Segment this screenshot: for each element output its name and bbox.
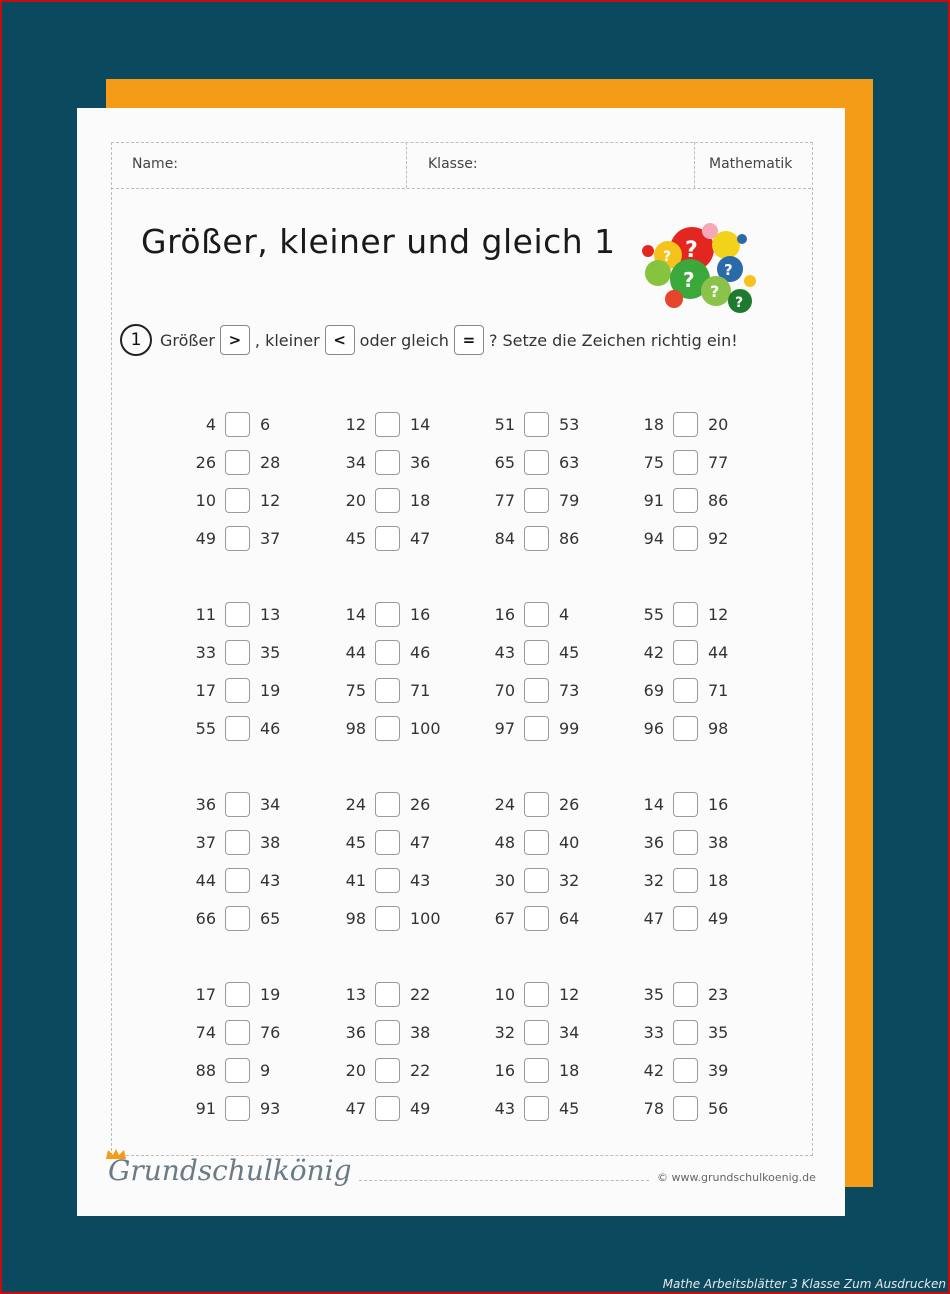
answer-box[interactable] bbox=[524, 1020, 549, 1045]
svg-text:?: ? bbox=[710, 282, 720, 301]
right-number: 92 bbox=[708, 529, 729, 548]
left-number: 33 bbox=[643, 1023, 664, 1042]
answer-box[interactable] bbox=[673, 792, 698, 817]
svg-text:?: ? bbox=[685, 238, 698, 263]
left-number: 11 bbox=[195, 605, 216, 624]
right-number: 43 bbox=[410, 871, 431, 890]
answer-box[interactable] bbox=[375, 982, 400, 1007]
right-number: 99 bbox=[559, 719, 580, 738]
answer-box[interactable] bbox=[673, 526, 698, 551]
right-number: 77 bbox=[708, 453, 729, 472]
right-number: 49 bbox=[410, 1099, 431, 1118]
left-number: 75 bbox=[345, 681, 366, 700]
left-number: 48 bbox=[494, 833, 515, 852]
left-number: 43 bbox=[494, 643, 515, 662]
left-number: 24 bbox=[494, 795, 515, 814]
answer-box[interactable] bbox=[524, 982, 549, 1007]
left-number: 12 bbox=[345, 415, 366, 434]
answer-box[interactable] bbox=[225, 982, 250, 1007]
right-number: 93 bbox=[260, 1099, 281, 1118]
answer-box[interactable] bbox=[673, 982, 698, 1007]
answer-box[interactable] bbox=[673, 1058, 698, 1083]
answer-box[interactable] bbox=[524, 868, 549, 893]
answer-box[interactable] bbox=[225, 1058, 250, 1083]
answer-box[interactable] bbox=[225, 906, 250, 931]
right-number: 18 bbox=[559, 1061, 580, 1080]
answer-box[interactable] bbox=[375, 526, 400, 551]
right-number: 26 bbox=[410, 795, 431, 814]
answer-box[interactable] bbox=[225, 1096, 250, 1121]
left-number: 44 bbox=[195, 871, 216, 890]
exercise-instruction bbox=[120, 322, 810, 358]
answer-box[interactable] bbox=[225, 1020, 250, 1045]
right-number: 34 bbox=[260, 795, 281, 814]
answer-box[interactable] bbox=[375, 450, 400, 475]
left-number: 78 bbox=[643, 1099, 664, 1118]
answer-box[interactable] bbox=[225, 868, 250, 893]
left-number: 10 bbox=[494, 985, 515, 1004]
right-number: 12 bbox=[559, 985, 580, 1004]
right-number: 47 bbox=[410, 529, 431, 548]
answer-box[interactable] bbox=[524, 678, 549, 703]
brand-logo: Grundschulkönig bbox=[108, 1154, 352, 1187]
right-number: 16 bbox=[410, 605, 431, 624]
image-caption: Mathe Arbeitsblätter 3 Klasse Zum Ausdrucken bbox=[662, 1277, 946, 1291]
left-number: 17 bbox=[195, 985, 216, 1004]
class-field[interactable] bbox=[407, 142, 695, 188]
left-number: 42 bbox=[643, 1061, 664, 1080]
answer-box[interactable] bbox=[524, 488, 549, 513]
answer-box[interactable] bbox=[673, 830, 698, 855]
right-number: 71 bbox=[410, 681, 431, 700]
answer-box[interactable] bbox=[375, 602, 400, 627]
left-number: 32 bbox=[643, 871, 664, 890]
answer-box[interactable] bbox=[225, 640, 250, 665]
left-number: 4 bbox=[205, 415, 216, 434]
right-number: 76 bbox=[260, 1023, 281, 1042]
answer-box[interactable] bbox=[673, 906, 698, 931]
right-number: 6 bbox=[260, 415, 271, 434]
answer-box[interactable] bbox=[673, 1096, 698, 1121]
equal-symbol-box: = bbox=[454, 325, 484, 355]
right-number: 46 bbox=[260, 719, 281, 738]
right-number: 37 bbox=[260, 529, 281, 548]
answer-box[interactable] bbox=[225, 450, 250, 475]
right-number: 19 bbox=[260, 681, 281, 700]
answer-box[interactable] bbox=[375, 640, 400, 665]
answer-box[interactable] bbox=[375, 412, 400, 437]
left-number: 47 bbox=[345, 1099, 366, 1118]
word-equal: oder gleich bbox=[359, 330, 449, 350]
left-number: 94 bbox=[643, 529, 664, 548]
right-number: 86 bbox=[708, 491, 729, 510]
right-number: 100 bbox=[410, 909, 441, 928]
right-number: 45 bbox=[559, 643, 580, 662]
right-number: 13 bbox=[260, 605, 281, 624]
left-number: 75 bbox=[643, 453, 664, 472]
answer-box[interactable] bbox=[225, 488, 250, 513]
left-number: 45 bbox=[345, 833, 366, 852]
answer-box[interactable] bbox=[375, 1020, 400, 1045]
left-number: 34 bbox=[345, 453, 366, 472]
left-number: 74 bbox=[195, 1023, 216, 1042]
left-number: 36 bbox=[195, 795, 216, 814]
right-number: 40 bbox=[559, 833, 580, 852]
left-number: 16 bbox=[494, 1061, 515, 1080]
answer-box[interactable] bbox=[524, 412, 549, 437]
answer-box[interactable] bbox=[524, 602, 549, 627]
answer-box[interactable] bbox=[225, 678, 250, 703]
answer-box[interactable] bbox=[375, 868, 400, 893]
answer-box[interactable] bbox=[225, 526, 250, 551]
left-number: 10 bbox=[195, 491, 216, 510]
answer-box[interactable] bbox=[225, 412, 250, 437]
answer-box[interactable] bbox=[673, 678, 698, 703]
instruction-text: ? Setze die Zeichen richtig ein! bbox=[488, 330, 738, 350]
word-greater: Größer bbox=[160, 330, 215, 350]
right-number: 19 bbox=[260, 985, 281, 1004]
subject-field bbox=[695, 142, 811, 188]
left-number: 20 bbox=[345, 491, 366, 510]
right-number: 16 bbox=[708, 795, 729, 814]
right-number: 18 bbox=[708, 871, 729, 890]
svg-text:?: ? bbox=[724, 261, 733, 279]
left-number: 70 bbox=[494, 681, 515, 700]
question-bubbles-icon bbox=[630, 211, 760, 321]
left-number: 26 bbox=[195, 453, 216, 472]
less-symbol-box: < bbox=[325, 325, 355, 355]
header-row bbox=[111, 142, 811, 189]
right-number: 4 bbox=[559, 605, 570, 624]
right-number: 34 bbox=[559, 1023, 580, 1042]
right-number: 9 bbox=[260, 1061, 271, 1080]
right-number: 53 bbox=[559, 415, 580, 434]
left-number: 84 bbox=[494, 529, 515, 548]
svg-text:?: ? bbox=[663, 249, 672, 265]
footer-divider bbox=[359, 1180, 649, 1181]
left-number: 55 bbox=[643, 605, 664, 624]
right-number: 35 bbox=[260, 643, 281, 662]
left-number: 98 bbox=[345, 909, 366, 928]
answer-box[interactable] bbox=[375, 792, 400, 817]
right-number: 26 bbox=[559, 795, 580, 814]
answer-box[interactable] bbox=[225, 792, 250, 817]
name-field[interactable] bbox=[111, 142, 407, 188]
right-number: 49 bbox=[708, 909, 729, 928]
left-number: 47 bbox=[643, 909, 664, 928]
right-number: 46 bbox=[410, 643, 431, 662]
answer-box[interactable] bbox=[225, 602, 250, 627]
answer-box[interactable] bbox=[225, 830, 250, 855]
right-number: 28 bbox=[260, 453, 281, 472]
answer-box[interactable] bbox=[673, 640, 698, 665]
right-number: 65 bbox=[260, 909, 281, 928]
answer-box[interactable] bbox=[673, 488, 698, 513]
right-number: 86 bbox=[559, 529, 580, 548]
right-number: 39 bbox=[708, 1061, 729, 1080]
left-number: 91 bbox=[643, 491, 664, 510]
right-number: 12 bbox=[260, 491, 281, 510]
right-number: 45 bbox=[559, 1099, 580, 1118]
right-number: 32 bbox=[559, 871, 580, 890]
answer-box[interactable] bbox=[524, 792, 549, 817]
left-number: 97 bbox=[494, 719, 515, 738]
left-number: 20 bbox=[345, 1061, 366, 1080]
left-number: 24 bbox=[345, 795, 366, 814]
right-number: 20 bbox=[708, 415, 729, 434]
answer-box[interactable] bbox=[375, 906, 400, 931]
right-number: 35 bbox=[708, 1023, 729, 1042]
right-number: 38 bbox=[708, 833, 729, 852]
answer-box[interactable] bbox=[524, 450, 549, 475]
worksheet-page bbox=[77, 108, 845, 1216]
left-number: 16 bbox=[494, 605, 515, 624]
left-number: 43 bbox=[494, 1099, 515, 1118]
left-number: 17 bbox=[195, 681, 216, 700]
left-number: 77 bbox=[494, 491, 515, 510]
answer-box[interactable] bbox=[524, 830, 549, 855]
name-label: Name: bbox=[132, 156, 179, 172]
answer-box[interactable] bbox=[375, 678, 400, 703]
answer-box[interactable] bbox=[375, 1096, 400, 1121]
answer-box[interactable] bbox=[673, 1020, 698, 1045]
right-number: 22 bbox=[410, 985, 431, 1004]
left-number: 49 bbox=[195, 529, 216, 548]
right-number: 47 bbox=[410, 833, 431, 852]
left-number: 33 bbox=[195, 643, 216, 662]
right-number: 38 bbox=[260, 833, 281, 852]
right-number: 44 bbox=[708, 643, 729, 662]
left-number: 96 bbox=[643, 719, 664, 738]
left-number: 55 bbox=[195, 719, 216, 738]
answer-box[interactable] bbox=[375, 488, 400, 513]
left-number: 65 bbox=[494, 453, 515, 472]
left-number: 35 bbox=[643, 985, 664, 1004]
answer-box[interactable] bbox=[673, 412, 698, 437]
answer-box[interactable] bbox=[673, 716, 698, 741]
right-number: 100 bbox=[410, 719, 441, 738]
answer-box[interactable] bbox=[524, 526, 549, 551]
greater-symbol-box: > bbox=[220, 325, 250, 355]
copyright-text: © www.grundschulkoenig.de bbox=[657, 1171, 816, 1184]
answer-box[interactable] bbox=[524, 1058, 549, 1083]
left-number: 69 bbox=[643, 681, 664, 700]
left-number: 36 bbox=[643, 833, 664, 852]
left-number: 14 bbox=[643, 795, 664, 814]
answer-box[interactable] bbox=[375, 830, 400, 855]
answer-box[interactable] bbox=[524, 1096, 549, 1121]
answer-box[interactable] bbox=[225, 716, 250, 741]
left-number: 45 bbox=[345, 529, 366, 548]
svg-text:?: ? bbox=[735, 295, 744, 311]
left-number: 14 bbox=[345, 605, 366, 624]
right-number: 73 bbox=[559, 681, 580, 700]
left-number: 30 bbox=[494, 871, 515, 890]
left-number: 37 bbox=[195, 833, 216, 852]
answer-box[interactable] bbox=[673, 868, 698, 893]
exercise-number: 1 bbox=[120, 324, 152, 356]
right-number: 22 bbox=[410, 1061, 431, 1080]
worksheet-title: Größer, kleiner und gleich 1 bbox=[141, 222, 616, 261]
left-number: 66 bbox=[195, 909, 216, 928]
answer-box[interactable] bbox=[673, 602, 698, 627]
right-number: 14 bbox=[410, 415, 431, 434]
class-label: Klasse: bbox=[428, 156, 478, 172]
left-number: 18 bbox=[643, 415, 664, 434]
left-number: 36 bbox=[345, 1023, 366, 1042]
word-less: , kleiner bbox=[254, 330, 320, 350]
answer-box[interactable] bbox=[673, 450, 698, 475]
right-number: 36 bbox=[410, 453, 431, 472]
right-number: 38 bbox=[410, 1023, 431, 1042]
right-number: 56 bbox=[708, 1099, 729, 1118]
answer-box[interactable] bbox=[524, 640, 549, 665]
right-number: 71 bbox=[708, 681, 729, 700]
svg-text:?: ? bbox=[683, 268, 695, 292]
right-number: 63 bbox=[559, 453, 580, 472]
left-number: 44 bbox=[345, 643, 366, 662]
answer-box[interactable] bbox=[375, 716, 400, 741]
left-number: 88 bbox=[195, 1061, 216, 1080]
answer-box[interactable] bbox=[524, 906, 549, 931]
left-number: 98 bbox=[345, 719, 366, 738]
right-number: 18 bbox=[410, 491, 431, 510]
answer-box[interactable] bbox=[524, 716, 549, 741]
left-number: 51 bbox=[494, 415, 515, 434]
left-number: 42 bbox=[643, 643, 664, 662]
right-number: 98 bbox=[708, 719, 729, 738]
right-number: 43 bbox=[260, 871, 281, 890]
left-number: 41 bbox=[345, 871, 366, 890]
left-number: 13 bbox=[345, 985, 366, 1004]
right-number: 79 bbox=[559, 491, 580, 510]
answer-box[interactable] bbox=[375, 1058, 400, 1083]
subject-label: Mathematik bbox=[709, 156, 793, 172]
left-number: 32 bbox=[494, 1023, 515, 1042]
right-number: 23 bbox=[708, 985, 729, 1004]
right-number: 64 bbox=[559, 909, 580, 928]
left-number: 67 bbox=[494, 909, 515, 928]
left-number: 91 bbox=[195, 1099, 216, 1118]
right-number: 12 bbox=[708, 605, 729, 624]
